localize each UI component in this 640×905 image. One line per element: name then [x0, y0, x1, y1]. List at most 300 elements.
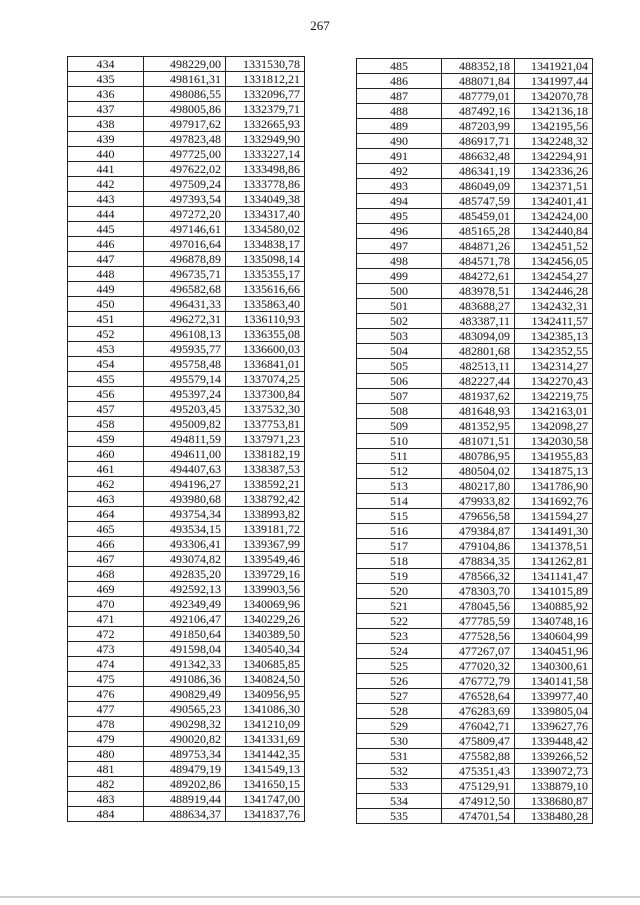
- point-number-cell: 528: [357, 704, 442, 719]
- point-number-cell: 494: [357, 194, 442, 209]
- y-coordinate-cell: 1339627,76: [515, 719, 593, 734]
- table-row: [68, 612, 305, 627]
- x-coordinate-cell: 495579,14: [144, 372, 226, 387]
- point-number-cell: 464: [68, 507, 144, 522]
- x-coordinate-cell: 481352,95: [442, 419, 515, 434]
- x-coordinate-cell: 481071,51: [442, 434, 515, 449]
- x-coordinate-cell: 491086,36: [144, 672, 226, 687]
- x-coordinate-cell: 490829,49: [144, 687, 226, 702]
- y-coordinate-cell: 1335355,17: [226, 267, 305, 282]
- point-number-cell: 454: [68, 357, 144, 372]
- point-number-cell: 480: [68, 747, 144, 762]
- y-coordinate-cell: 1342401,41: [515, 194, 593, 209]
- table-row: [68, 672, 305, 687]
- y-coordinate-cell: 1340451,96: [515, 644, 593, 659]
- table-row: [357, 209, 593, 224]
- y-coordinate-cell: 1342454,27: [515, 269, 593, 284]
- point-number-cell: 462: [68, 477, 144, 492]
- table-row: [68, 147, 305, 162]
- point-number-cell: 495: [357, 209, 442, 224]
- x-coordinate-cell: 497016,64: [144, 237, 226, 252]
- table-row: [68, 807, 305, 822]
- y-coordinate-cell: 1341491,30: [515, 524, 593, 539]
- table-row: [357, 299, 593, 314]
- table-row: [357, 179, 593, 194]
- y-coordinate-cell: 1342314,27: [515, 359, 593, 374]
- y-coordinate-cell: 1339805,04: [515, 704, 593, 719]
- x-coordinate-cell: 484272,61: [442, 269, 515, 284]
- point-number-cell: 435: [68, 72, 144, 87]
- point-number-cell: 531: [357, 749, 442, 764]
- x-coordinate-cell: 476772,79: [442, 674, 515, 689]
- table-row: [68, 732, 305, 747]
- point-number-cell: 436: [68, 87, 144, 102]
- table-row: [357, 104, 593, 119]
- x-coordinate-cell: 480217,80: [442, 479, 515, 494]
- point-number-cell: 516: [357, 524, 442, 539]
- table-row: [68, 582, 305, 597]
- y-coordinate-cell: 1340141,58: [515, 674, 593, 689]
- x-coordinate-cell: 497509,24: [144, 177, 226, 192]
- x-coordinate-cell: 483978,51: [442, 284, 515, 299]
- point-number-cell: 465: [68, 522, 144, 537]
- y-coordinate-cell: 1341955,83: [515, 449, 593, 464]
- point-number-cell: 513: [357, 479, 442, 494]
- table-row: [357, 149, 593, 164]
- table-row: [68, 57, 305, 72]
- y-coordinate-cell: 1342451,52: [515, 239, 593, 254]
- y-coordinate-cell: 1340824,50: [226, 672, 305, 687]
- x-coordinate-cell: 488634,37: [144, 807, 226, 822]
- table-row: [68, 267, 305, 282]
- y-coordinate-cell: 1340604,99: [515, 629, 593, 644]
- x-coordinate-cell: 483387,11: [442, 314, 515, 329]
- y-coordinate-cell: 1342219,75: [515, 389, 593, 404]
- table-row: [68, 642, 305, 657]
- y-coordinate-cell: 1331812,21: [226, 72, 305, 87]
- table-row: [68, 417, 305, 432]
- x-coordinate-cell: 477267,07: [442, 644, 515, 659]
- y-coordinate-cell: 1332096,77: [226, 87, 305, 102]
- table-row: [357, 524, 593, 539]
- x-coordinate-cell: 498086,55: [144, 87, 226, 102]
- x-coordinate-cell: 495758,48: [144, 357, 226, 372]
- point-number-cell: 467: [68, 552, 144, 567]
- y-coordinate-cell: 1340389,50: [226, 627, 305, 642]
- y-coordinate-cell: 1341378,51: [515, 539, 593, 554]
- y-coordinate-cell: 1341875,13: [515, 464, 593, 479]
- x-coordinate-cell: 495935,77: [144, 342, 226, 357]
- table-row: [68, 162, 305, 177]
- table-row: [68, 387, 305, 402]
- table-row: [357, 89, 593, 104]
- point-number-cell: 485: [357, 59, 442, 74]
- coordinates-table-right: [356, 58, 593, 824]
- y-coordinate-cell: 1342385,13: [515, 329, 593, 344]
- point-number-cell: 498: [357, 254, 442, 269]
- x-coordinate-cell: 498005,86: [144, 102, 226, 117]
- x-coordinate-cell: 490565,23: [144, 702, 226, 717]
- table-row: [68, 87, 305, 102]
- table-row: [357, 764, 593, 779]
- y-coordinate-cell: 1339072,73: [515, 764, 593, 779]
- x-coordinate-cell: 493306,41: [144, 537, 226, 552]
- y-coordinate-cell: 1342371,51: [515, 179, 593, 194]
- page-number: 267: [310, 18, 330, 33]
- point-number-cell: 478: [68, 717, 144, 732]
- table-row: [357, 449, 593, 464]
- y-coordinate-cell: 1339181,72: [226, 522, 305, 537]
- point-number-cell: 502: [357, 314, 442, 329]
- x-coordinate-cell: 490020,82: [144, 732, 226, 747]
- table-row: [68, 747, 305, 762]
- y-coordinate-cell: 1340685,85: [226, 657, 305, 672]
- point-number-cell: 472: [68, 627, 144, 642]
- x-coordinate-cell: 486632,48: [442, 149, 515, 164]
- table-row: [357, 584, 593, 599]
- table-row: [357, 239, 593, 254]
- x-coordinate-cell: 495203,45: [144, 402, 226, 417]
- y-coordinate-cell: 1341786,90: [515, 479, 593, 494]
- y-coordinate-cell: 1337300,84: [226, 387, 305, 402]
- y-coordinate-cell: 1335098,14: [226, 252, 305, 267]
- point-number-cell: 499: [357, 269, 442, 284]
- x-coordinate-cell: 492592,13: [144, 582, 226, 597]
- x-coordinate-cell: 493980,68: [144, 492, 226, 507]
- x-coordinate-cell: 497146,61: [144, 222, 226, 237]
- y-coordinate-cell: 1341650,15: [226, 777, 305, 792]
- y-coordinate-cell: 1338592,21: [226, 477, 305, 492]
- y-coordinate-cell: 1334049,38: [226, 192, 305, 207]
- point-number-cell: 496: [357, 224, 442, 239]
- y-coordinate-cell: 1339266,52: [515, 749, 593, 764]
- table-row: [357, 74, 593, 89]
- x-coordinate-cell: 494196,27: [144, 477, 226, 492]
- point-number-cell: 451: [68, 312, 144, 327]
- table-row: [68, 222, 305, 237]
- point-number-cell: 521: [357, 599, 442, 614]
- y-coordinate-cell: 1341747,00: [226, 792, 305, 807]
- table-row: [357, 404, 593, 419]
- x-coordinate-cell: 475129,91: [442, 779, 515, 794]
- point-number-cell: 530: [357, 734, 442, 749]
- y-coordinate-cell: 1341594,27: [515, 509, 593, 524]
- table-row: [68, 687, 305, 702]
- y-coordinate-cell: 1334838,17: [226, 237, 305, 252]
- x-coordinate-cell: 493754,34: [144, 507, 226, 522]
- x-coordinate-cell: 492349,49: [144, 597, 226, 612]
- x-coordinate-cell: 484571,78: [442, 254, 515, 269]
- y-coordinate-cell: 1342446,28: [515, 284, 593, 299]
- point-number-cell: 507: [357, 389, 442, 404]
- table-row: [357, 749, 593, 764]
- table-row: [357, 284, 593, 299]
- y-coordinate-cell: 1340229,26: [226, 612, 305, 627]
- x-coordinate-cell: 474701,54: [442, 809, 515, 824]
- y-coordinate-cell: 1339977,40: [515, 689, 593, 704]
- table-row: [68, 717, 305, 732]
- x-coordinate-cell: 486341,19: [442, 164, 515, 179]
- y-coordinate-cell: 1339367,99: [226, 537, 305, 552]
- point-number-cell: 468: [68, 567, 144, 582]
- table-row: [68, 357, 305, 372]
- x-coordinate-cell: 488919,44: [144, 792, 226, 807]
- point-number-cell: 493: [357, 179, 442, 194]
- y-coordinate-cell: 1338480,28: [515, 809, 593, 824]
- x-coordinate-cell: 477020,32: [442, 659, 515, 674]
- x-coordinate-cell: 496431,33: [144, 297, 226, 312]
- x-coordinate-cell: 478045,56: [442, 599, 515, 614]
- table-row: [357, 269, 593, 284]
- y-coordinate-cell: 1342136,18: [515, 104, 593, 119]
- point-number-cell: 458: [68, 417, 144, 432]
- y-coordinate-cell: 1338879,10: [515, 779, 593, 794]
- point-number-cell: 476: [68, 687, 144, 702]
- point-number-cell: 483: [68, 792, 144, 807]
- x-coordinate-cell: 487779,01: [442, 89, 515, 104]
- x-coordinate-cell: 489753,34: [144, 747, 226, 762]
- coordinates-table-left: [67, 56, 305, 822]
- x-coordinate-cell: 485747,59: [442, 194, 515, 209]
- x-coordinate-cell: 475351,43: [442, 764, 515, 779]
- x-coordinate-cell: 480504,02: [442, 464, 515, 479]
- x-coordinate-cell: 497393,54: [144, 192, 226, 207]
- table-row: [68, 282, 305, 297]
- point-number-cell: 447: [68, 252, 144, 267]
- x-coordinate-cell: 490298,32: [144, 717, 226, 732]
- table-row: [357, 119, 593, 134]
- point-number-cell: 445: [68, 222, 144, 237]
- point-number-cell: 523: [357, 629, 442, 644]
- x-coordinate-cell: 477785,59: [442, 614, 515, 629]
- table-row: [68, 462, 305, 477]
- table-row: [68, 102, 305, 117]
- table-row: [68, 72, 305, 87]
- table-row: [357, 569, 593, 584]
- y-coordinate-cell: 1342070,78: [515, 89, 593, 104]
- x-coordinate-cell: 488352,18: [442, 59, 515, 74]
- point-number-cell: 487: [357, 89, 442, 104]
- y-coordinate-cell: 1341692,76: [515, 494, 593, 509]
- point-number-cell: 517: [357, 539, 442, 554]
- x-coordinate-cell: 476528,64: [442, 689, 515, 704]
- table-row: [357, 614, 593, 629]
- table-row: [68, 627, 305, 642]
- point-number-cell: 461: [68, 462, 144, 477]
- point-number-cell: 457: [68, 402, 144, 417]
- table-row: [357, 134, 593, 149]
- point-number-cell: 440: [68, 147, 144, 162]
- point-number-cell: 522: [357, 614, 442, 629]
- x-coordinate-cell: 475582,88: [442, 749, 515, 764]
- point-number-cell: 503: [357, 329, 442, 344]
- x-coordinate-cell: 497622,02: [144, 162, 226, 177]
- point-number-cell: 514: [357, 494, 442, 509]
- point-number-cell: 527: [357, 689, 442, 704]
- point-number-cell: 449: [68, 282, 144, 297]
- x-coordinate-cell: 496878,89: [144, 252, 226, 267]
- y-coordinate-cell: 1340540,34: [226, 642, 305, 657]
- point-number-cell: 508: [357, 404, 442, 419]
- point-number-cell: 518: [357, 554, 442, 569]
- point-number-cell: 492: [357, 164, 442, 179]
- y-coordinate-cell: 1336841,01: [226, 357, 305, 372]
- point-number-cell: 506: [357, 374, 442, 389]
- table-row: [68, 477, 305, 492]
- point-number-cell: 525: [357, 659, 442, 674]
- y-coordinate-cell: 1341015,89: [515, 584, 593, 599]
- y-coordinate-cell: 1342352,55: [515, 344, 593, 359]
- y-coordinate-cell: 1340956,95: [226, 687, 305, 702]
- point-number-cell: 455: [68, 372, 144, 387]
- x-coordinate-cell: 475809,47: [442, 734, 515, 749]
- table-row: [357, 224, 593, 239]
- x-coordinate-cell: 484871,26: [442, 239, 515, 254]
- point-number-cell: 519: [357, 569, 442, 584]
- table-row: [68, 192, 305, 207]
- y-coordinate-cell: 1340069,96: [226, 597, 305, 612]
- point-number-cell: 460: [68, 447, 144, 462]
- y-coordinate-cell: 1339448,42: [515, 734, 593, 749]
- table-row: [68, 372, 305, 387]
- x-coordinate-cell: 497272,20: [144, 207, 226, 222]
- point-number-cell: 471: [68, 612, 144, 627]
- point-number-cell: 475: [68, 672, 144, 687]
- point-number-cell: 444: [68, 207, 144, 222]
- y-coordinate-cell: 1336355,08: [226, 327, 305, 342]
- table-row: [68, 252, 305, 267]
- point-number-cell: 491: [357, 149, 442, 164]
- point-number-cell: 497: [357, 239, 442, 254]
- x-coordinate-cell: 482513,11: [442, 359, 515, 374]
- y-coordinate-cell: 1341442,35: [226, 747, 305, 762]
- x-coordinate-cell: 491850,64: [144, 627, 226, 642]
- y-coordinate-cell: 1334580,02: [226, 222, 305, 237]
- y-coordinate-cell: 1332949,90: [226, 132, 305, 147]
- x-coordinate-cell: 474912,50: [442, 794, 515, 809]
- y-coordinate-cell: 1342098,27: [515, 419, 593, 434]
- x-coordinate-cell: 479933,82: [442, 494, 515, 509]
- x-coordinate-cell: 485165,28: [442, 224, 515, 239]
- table-row: [68, 297, 305, 312]
- table-row: [68, 567, 305, 582]
- table-row: [357, 389, 593, 404]
- table-row: [68, 492, 305, 507]
- point-number-cell: 524: [357, 644, 442, 659]
- x-coordinate-cell: 478566,32: [442, 569, 515, 584]
- point-number-cell: 442: [68, 177, 144, 192]
- point-number-cell: 520: [357, 584, 442, 599]
- point-number-cell: 470: [68, 597, 144, 612]
- point-number-cell: 501: [357, 299, 442, 314]
- x-coordinate-cell: 496108,13: [144, 327, 226, 342]
- coordinates-table-left-body: [68, 57, 305, 822]
- x-coordinate-cell: 497823,48: [144, 132, 226, 147]
- point-number-cell: 488: [357, 104, 442, 119]
- point-number-cell: 490: [357, 134, 442, 149]
- y-coordinate-cell: 1338182,19: [226, 447, 305, 462]
- y-coordinate-cell: 1342456,05: [515, 254, 593, 269]
- x-coordinate-cell: 479384,87: [442, 524, 515, 539]
- y-coordinate-cell: 1339729,16: [226, 567, 305, 582]
- y-coordinate-cell: 1342411,57: [515, 314, 593, 329]
- table-row: [68, 447, 305, 462]
- y-coordinate-cell: 1341837,76: [226, 807, 305, 822]
- x-coordinate-cell: 478303,70: [442, 584, 515, 599]
- x-coordinate-cell: 476283,69: [442, 704, 515, 719]
- y-coordinate-cell: 1342424,00: [515, 209, 593, 224]
- y-coordinate-cell: 1333498,86: [226, 162, 305, 177]
- y-coordinate-cell: 1342163,01: [515, 404, 593, 419]
- bottom-divider: [0, 896, 640, 898]
- y-coordinate-cell: 1340300,61: [515, 659, 593, 674]
- point-number-cell: 469: [68, 582, 144, 597]
- x-coordinate-cell: 481648,93: [442, 404, 515, 419]
- x-coordinate-cell: 498229,00: [144, 57, 226, 72]
- table-row: [357, 59, 593, 74]
- table-row: [68, 327, 305, 342]
- table-row: [357, 419, 593, 434]
- table-row: [357, 254, 593, 269]
- point-number-cell: 515: [357, 509, 442, 524]
- point-number-cell: 453: [68, 342, 144, 357]
- point-number-cell: 532: [357, 764, 442, 779]
- x-coordinate-cell: 485459,01: [442, 209, 515, 224]
- point-number-cell: 526: [357, 674, 442, 689]
- y-coordinate-cell: 1340748,16: [515, 614, 593, 629]
- x-coordinate-cell: 491598,04: [144, 642, 226, 657]
- table-row: [68, 777, 305, 792]
- table-row: [68, 177, 305, 192]
- x-coordinate-cell: 495397,24: [144, 387, 226, 402]
- point-number-cell: 474: [68, 657, 144, 672]
- table-row: [357, 674, 593, 689]
- point-number-cell: 484: [68, 807, 144, 822]
- table-row: [68, 657, 305, 672]
- point-number-cell: 459: [68, 432, 144, 447]
- point-number-cell: 489: [357, 119, 442, 134]
- y-coordinate-cell: 1339903,56: [226, 582, 305, 597]
- table-row: [68, 312, 305, 327]
- y-coordinate-cell: 1341549,13: [226, 762, 305, 777]
- x-coordinate-cell: 482801,68: [442, 344, 515, 359]
- x-coordinate-cell: 478834,35: [442, 554, 515, 569]
- y-coordinate-cell: 1332379,71: [226, 102, 305, 117]
- point-number-cell: 512: [357, 464, 442, 479]
- point-number-cell: 534: [357, 794, 442, 809]
- y-coordinate-cell: 1341921,04: [515, 59, 593, 74]
- y-coordinate-cell: 1333227,14: [226, 147, 305, 162]
- point-number-cell: 473: [68, 642, 144, 657]
- table-row: [357, 599, 593, 614]
- table-row: [357, 164, 593, 179]
- x-coordinate-cell: 494407,63: [144, 462, 226, 477]
- x-coordinate-cell: 495009,82: [144, 417, 226, 432]
- y-coordinate-cell: 1342294,91: [515, 149, 593, 164]
- point-number-cell: 533: [357, 779, 442, 794]
- y-coordinate-cell: 1335616,66: [226, 282, 305, 297]
- point-number-cell: 466: [68, 537, 144, 552]
- point-number-cell: 439: [68, 132, 144, 147]
- point-number-cell: 486: [357, 74, 442, 89]
- point-number-cell: 481: [68, 762, 144, 777]
- point-number-cell: 479: [68, 732, 144, 747]
- y-coordinate-cell: 1336600,03: [226, 342, 305, 357]
- y-coordinate-cell: 1342336,26: [515, 164, 593, 179]
- table-row: [68, 552, 305, 567]
- table-row: [68, 132, 305, 147]
- point-number-cell: 438: [68, 117, 144, 132]
